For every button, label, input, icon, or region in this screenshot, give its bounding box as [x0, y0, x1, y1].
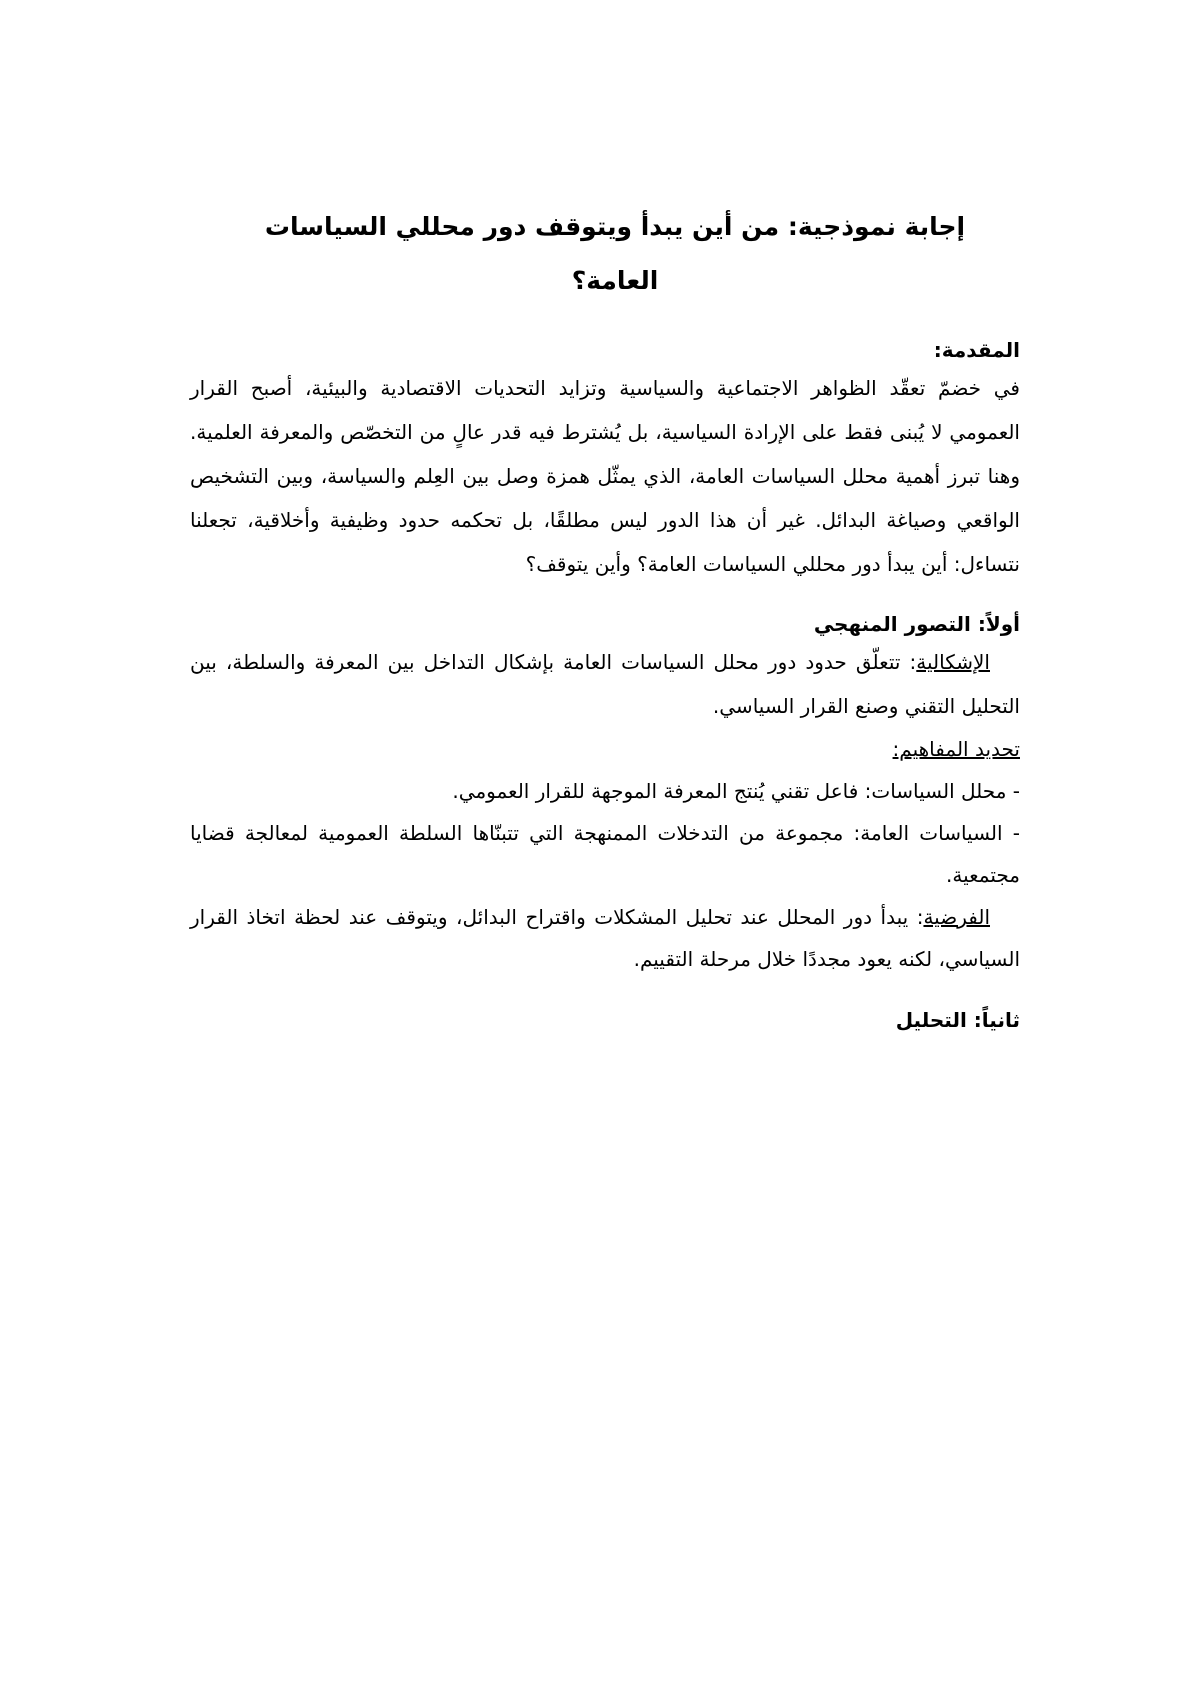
- problem-text: : تتعلّق حدود دور محلل السياسات العامة بإشكال التداخل بين المعرفة والسلطة، بين التحليل التقني وصنع القرار السياسي.: [190, 650, 1020, 718]
- section2-heading: ثانياً: التحليل: [895, 1008, 1020, 1032]
- hypothesis-text: : يبدأ دور المحلل عند تحليل المشكلات واقتراح البدائل، ويتوقف عند لحظة اتخاذ القرار السياسي، لكنه يعود مجددًا خلال مرحلة التقييم.: [190, 905, 1020, 971]
- hypothesis-label: الفرضية: [923, 905, 990, 929]
- document-title: إجابة نموذجية: من أين يبدأ ويتوقف دور محللي السياسات العامة؟: [264, 212, 966, 295]
- section1-heading: أولاً: التصور المنهجي: [813, 612, 1020, 636]
- intro-heading: المقدمة:: [933, 338, 1020, 362]
- concepts-label: تحديد المفاهيم:: [892, 737, 1020, 761]
- problem-label: الإشكالية: [916, 650, 990, 674]
- intro-paragraph: في خضمّ تعقّد الظواهر الاجتماعية والسياسية وتزايد التحديات الاقتصادية والبيئية، أصبح القرار العمومي لا يُبنى فقط على الإرادة السياسية، بل يُشترط فيه قدر عالٍ من التخصّص والمعرفة العلمية. وهنا تبرز أهمية محلل السياسات العامة، الذي يمثّل همزة وصل بين العِلم والسياسة، وبين التشخيص الواقعي وصياغة البدائل. غير أن هذا الدور ليس مطلقًا، بل تحكمه حدود وظيفية وأخلاقية، تجعلنا نتساءل: أين يبدأ دور محللي السياسات العامة؟ وأين يتوقف؟: [190, 376, 1020, 576]
- concept-item-public-policy: - السياسات العامة: مجموعة من التدخلات الممنهجة التي تتبنّاها السلطة العمومية لمعالجة قضايا مجتمعية.: [190, 821, 1020, 887]
- problem-paragraph: [190, 640, 1020, 728]
- document-page: [190, 200, 1020, 1036]
- concept-item-policy-analyst: - محلل السياسات: فاعل تقني يُنتج المعرفة الموجهة للقرار العمومي.: [452, 779, 1020, 803]
- hypothesis-paragraph: [190, 896, 1020, 980]
